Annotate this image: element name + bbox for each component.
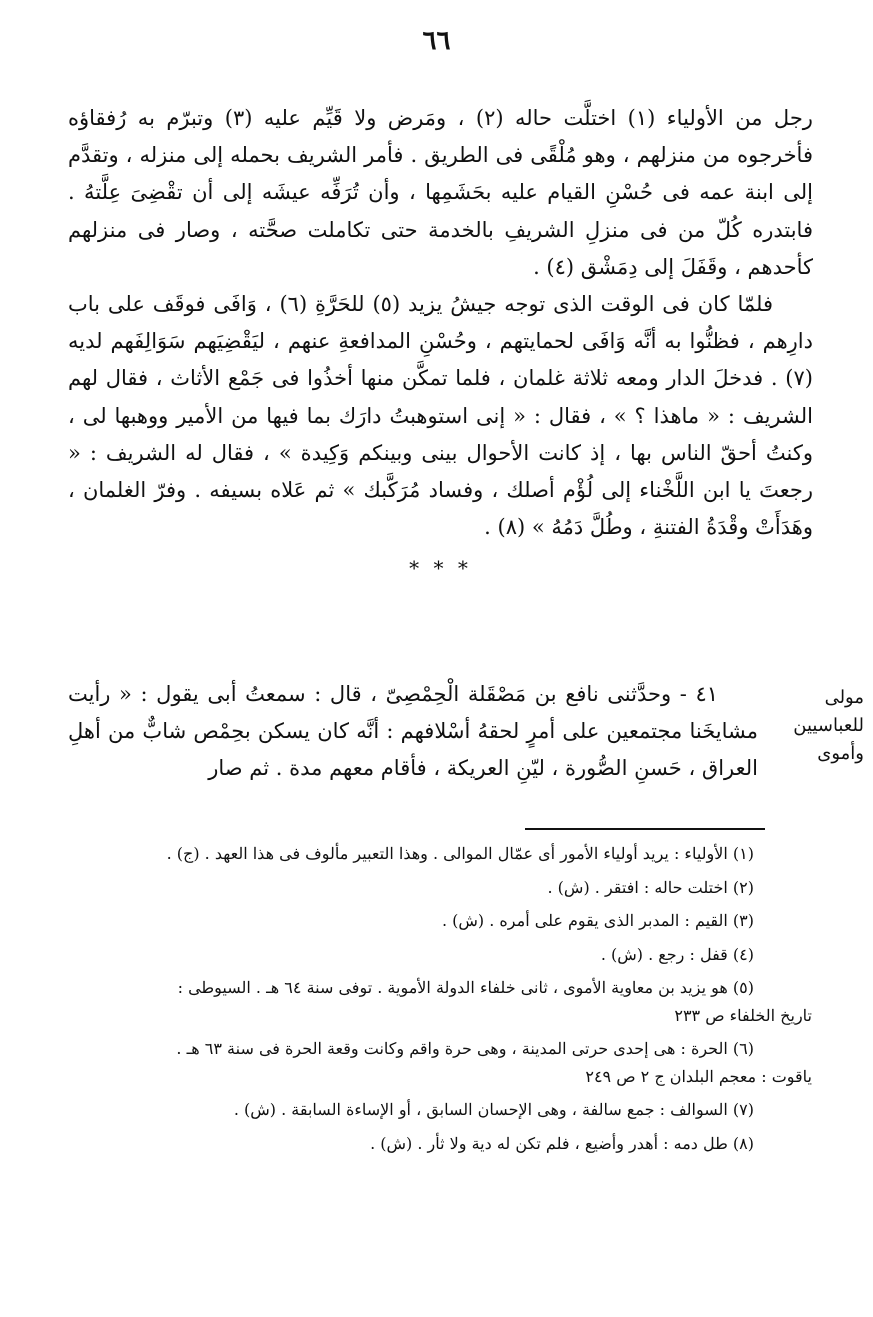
footnote-7: (٧) السوالف : جمع سالفة ، وهى الإحسان السابق ، أو الإساءة السابقة . (ش) . xyxy=(233,1100,754,1119)
page-number: ٦٦ xyxy=(422,26,451,56)
anecdote-41 xyxy=(68,676,758,788)
footnote-8: (٨) طل دمه : أهدر وأضيع ، فلم تكن له دية ولا ثأر . (ش) . xyxy=(370,1133,754,1153)
margin-note: مولى للعباسيين وأموى xyxy=(793,687,864,764)
footnotes xyxy=(62,840,812,1163)
main-text xyxy=(68,100,813,588)
paragraph-2: فلمّا كان فى الوقت الذى توجه جيشُ يزيد (٥) للحَرَّةِ (٦) ، وَافَى فوقَف على باب دارِهم ، فظنُّوا به أنَّه وَافَى لحمايتهم ، وحُسْنِ المدافعةِ عنهم ، ليَقْضِيَهم سَوَالِفَهم لديه (٧) . فدخلَ الدار ومعه ثلاثة غلمان ، فلما تمكَّن منها أخذُوا فى جَمْع الأثاث ، فقال لهم الشريف : « ماهذا ؟ » ، فقال : « إنى استوهبتُ دارَك بما فيها من الأمير ووهبها لى ، وكنتُ أحقّ الناس بها ، إذ كانت الأحوال بينى وبينكم وَكِيدة » ، فقال له الشريف : « رجعتَ يا ابن اللَّخْناء إلى لُؤْم أصلك ، وفساد مُرَكَّبك » ثم عَلاه بسيفه . وفرّ الغلمان ، وهَدَأَتْ وقْدَةُ الفتنةِ ، وطُلَّ دَمُهُ » (٨) . xyxy=(68,292,814,540)
footnote-5-continuation: تاريخ الخلفاء ص ٢٣٣ xyxy=(674,1005,812,1025)
footnote-divider xyxy=(525,828,765,830)
footnote-5: (٥) هو يزيد بن معاوية الأموى ، ثانى خلفاء الدولة الأموية . توفى سنة ٦٤ هـ . السيوطى : xyxy=(177,978,754,997)
anecdote-41-text: ٤١ - وحدَّثنى نافع بن مَصْقَلة الْحِمْصِىّ ، قال : سمعتُ أبى يقول : « رأيت مشايخَنا مجتمعين على أمرٍ لحقهُ أسْلافهم : أنَّه كان يسكن بحِمْص شابٌّ من أهلِ العراق ، حَسنِ الصُّورة ، ليّنِ العريكة ، فأقام معهم مدة . ثم صار xyxy=(68,682,758,781)
footnote-2: (٢) اختلت حاله : افتقر . (ش) . xyxy=(547,877,754,897)
footnote-3: (٣) القيم : المدبر الذى يقوم على أمره . (ش) . xyxy=(441,911,754,930)
footnote-4: (٤) قفل : رجع . (ش) . xyxy=(600,944,754,964)
footnote-6-continuation: ياقوت : معجم البلدان ج ٢ ص ٢٤٩ xyxy=(585,1066,812,1086)
footnote-1: (١) الأولياء : يريد أولياء الأمور أى عمّال الموالى . وهذا التعبير مألوف فى هذا العهد . (ج) . xyxy=(166,844,754,863)
footnote-6: (٦) الحرة : هى إحدى حرتى المدينة ، وهى حرة واقم وكانت وقعة الحرة فى سنة ٦٣ هـ . xyxy=(176,1039,754,1058)
section-separator: * * * xyxy=(409,556,472,581)
paragraph-1: رجل من الأولياء (١) اختلَّت حاله (٢) ، ومَرض ولا قَيِّم عليه (٣) وتبرّم به رُفقاؤه فأخرجوه من منزلهم ، وهو مُلْقًى فى الطريق . فأمر الشريف بحمله إلى منزله ، وتقدَّم إلى ابنة عمه فى حُسْنِ القيام عليه بحَشَمِها ، وأن تُرَفِّه عيشَه إلى أن تقْضِىَ عِلَّتهُ . فابتدره كُلّ من فى منزلِ الشريفِ بالخدمة حتى تكاملت صحَّته ، وصار فى منزلهم كأحدهم ، وقَفَلَ إلى دِمَشْق (٤) . xyxy=(68,106,813,279)
